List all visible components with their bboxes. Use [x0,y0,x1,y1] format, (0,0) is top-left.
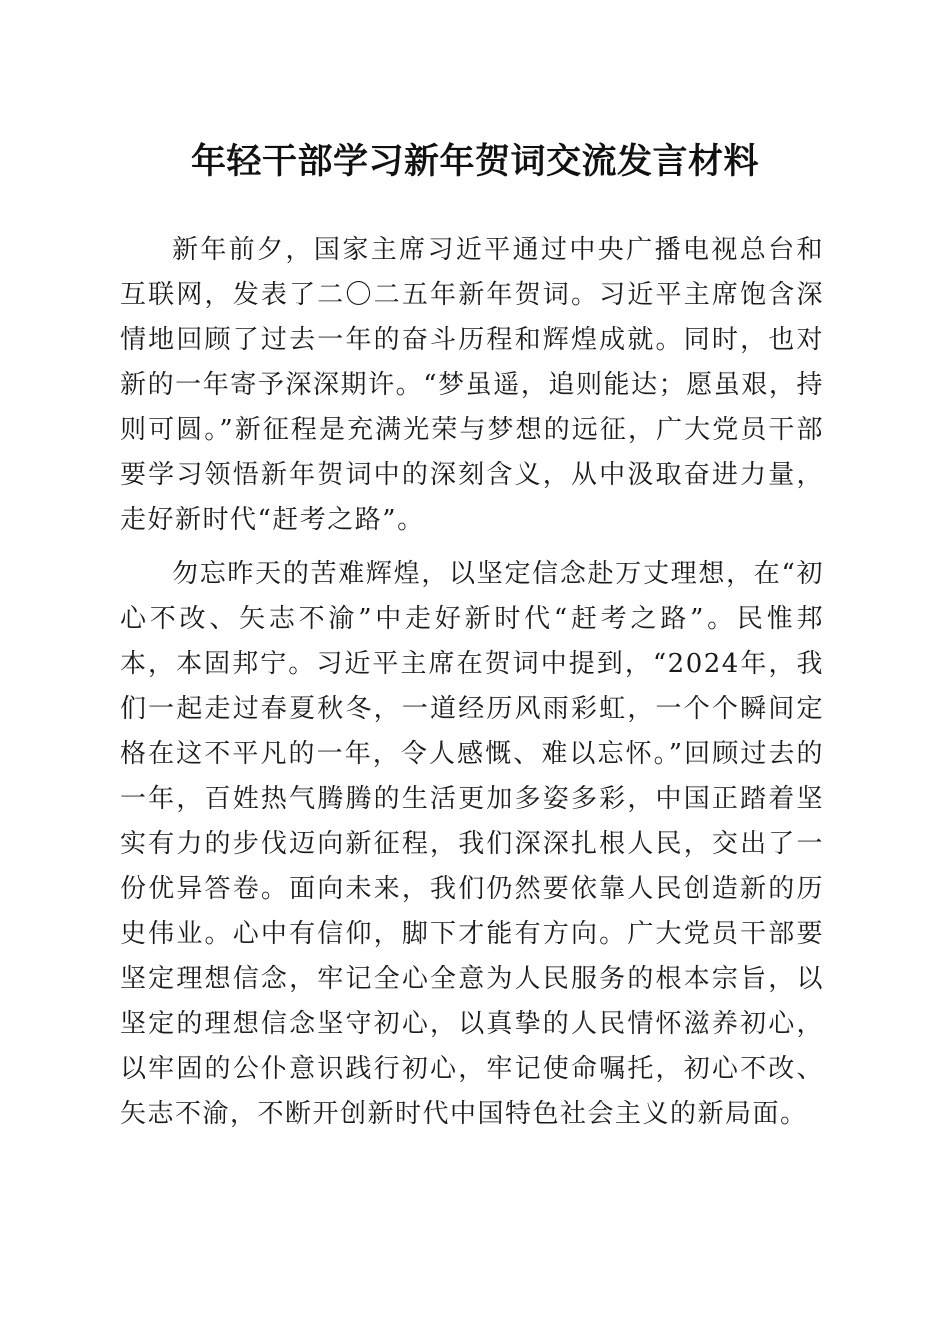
paragraph-2: 勿忘昨天的苦难辉煌，以坚定信念赴万丈理想，在“初心不改、矢志不渝”中走好新时代“赶考之路”。民惟邦本，本固邦宁。习近平主席在贺词中提到，“2024年，我们一起走过春夏秋冬，一道经历风雨彩虹，一个个瞬间定格在这不平凡的一年，令人感慨、难以忘怀。”回顾过去的一年，百姓热气腾腾的生活更加多姿多彩，中国正踏着坚实有力的步伐迈向新征程，我们深深扎根人民，交出了一份优异答卷。面向未来，我们仍然要依靠人民创造新的历史伟业。心中有信仰，脚下才能有方向。广大党员干部要坚定理想信念，牢记全心全意为人民服务的根本宗旨，以坚定的理想信念坚守初心，以真挚的人民情怀滋养初心，以牢固的公仆意识践行初心，牢记使命嘱托，初心不改、矢志不渝，不断开创新时代中国特色社会主义的新局面。 [120,559,824,1129]
document-body [120,228,824,1146]
paragraph-1: 新年前夕，国家主席习近平通过中央广播电视总台和互联网，发表了二〇二五年新年贺词。习近平主席饱含深情地回顾了过去一年的奋斗历程和辉煌成就。同时，也对新的一年寄予深深期许。“梦虽遥，追则能达；愿虽艰，持则可圆。”新征程是充满光荣与梦想的远征，广大党员干部要学习领悟新年贺词中的深刻含义，从中汲取奋进力量，走好新时代“赶考之路”。 [120,235,824,535]
document-title: 年轻干部学习新年贺词交流发言材料 [190,141,759,182]
